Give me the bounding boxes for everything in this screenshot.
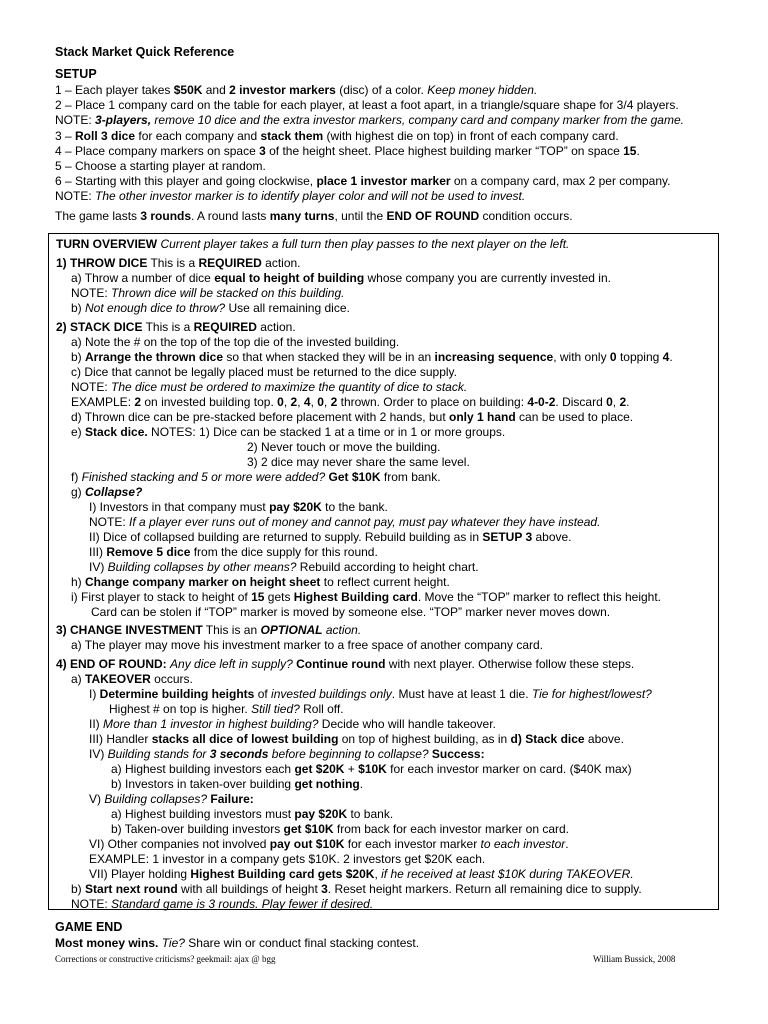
text-run: , until the (334, 209, 387, 223)
text-run: Determine building heights (99, 687, 255, 701)
text-run: 3-players, (95, 113, 152, 128)
text-run: g) (71, 485, 86, 499)
turn-line (71, 350, 673, 365)
setup-line (55, 159, 266, 174)
text-run: 3 (259, 143, 266, 158)
text-run: III) (89, 545, 107, 559)
text-run: and (202, 83, 230, 97)
text-run: Roll 3 dice (75, 128, 136, 143)
footer-author: William Bussick, 2008 (593, 954, 676, 964)
text-run: remove 10 dice and the extra investor markers, company card and company marker from the game. (151, 113, 684, 128)
turn-line (89, 867, 634, 882)
text-run: Remove 5 dice (106, 545, 191, 559)
text-run: This is a (142, 320, 194, 334)
text-run: Failure: (210, 792, 254, 806)
text-run: Stack dice. (85, 425, 148, 439)
text-run: Any dice left in supply? (170, 657, 293, 671)
text-run: 3 seconds (209, 747, 269, 761)
text-run: . (669, 350, 673, 364)
turn-line (56, 657, 634, 672)
game-end-line (55, 936, 419, 951)
text-run: f) (71, 470, 82, 484)
text-run: action. (256, 320, 296, 334)
text-run: 1 – Each player takes (55, 83, 174, 97)
text-run: NOTE: (71, 897, 112, 911)
text-run: Get $10K (328, 470, 381, 484)
text-run: Tie? (161, 936, 185, 950)
text-run: pay out $10K (269, 837, 345, 851)
text-run: Highest # on top is higher. (109, 702, 252, 716)
setup-line (55, 129, 619, 144)
text-run: 4 (662, 350, 670, 364)
turn-line (247, 440, 440, 455)
text-run: a) Highest building investors must (111, 807, 295, 821)
text-run: + (344, 762, 359, 776)
text-run: e) (71, 425, 86, 439)
text-run: b) (71, 882, 86, 896)
text-run: b) Investors in taken-over building (111, 777, 295, 791)
text-run: Building collapses? (104, 792, 208, 806)
text-run: to each investor (480, 837, 566, 851)
turn-line (71, 638, 543, 653)
text-run: VII) Player holding (89, 867, 191, 881)
text-run: Finished stacking and 5 or more were added? (81, 470, 326, 484)
text-run: Change company marker on height sheet (85, 575, 321, 589)
text-run: a) Highest building investors each (111, 762, 295, 776)
text-run: NOTE: (71, 286, 112, 300)
text-run: for each investor marker (344, 837, 481, 851)
turn-line (56, 320, 296, 335)
text-run: stacks all dice of lowest building (151, 732, 339, 746)
turn-line (71, 425, 505, 440)
setup-heading: SETUP (55, 67, 97, 81)
turn-line (71, 286, 344, 301)
text-run: for each investor marker on card. ($40K max) (386, 762, 632, 776)
text-run: IV) (89, 747, 108, 761)
turn-line (56, 256, 301, 271)
text-run: b) (71, 301, 86, 315)
text-run: 0 (609, 350, 617, 364)
turn-overview-box (48, 233, 719, 910)
text-run: can be used to place. (515, 410, 634, 424)
text-run: This is a (147, 256, 199, 270)
text-run: equal to height of building (214, 271, 365, 285)
text-run: NOTE: (71, 380, 112, 394)
text-run: 2) Never touch or move the building. (247, 440, 441, 454)
text-run: Current player takes a full turn then play passes to the next player on the left. (157, 237, 570, 251)
text-run: 5 – Choose a starting player at random. (55, 159, 266, 173)
text-run: many turns (269, 209, 335, 223)
text-run: with next player. Otherwise follow these steps. (385, 657, 635, 671)
text-run: , with only (553, 350, 610, 364)
turn-line (71, 335, 399, 350)
text-run: topping (616, 350, 663, 364)
text-run: 2 (330, 395, 338, 409)
text-run: The dice must be ordered to maximize the quantity of dice to stack. (111, 380, 468, 394)
text-run: a) Throw a number of dice (71, 271, 215, 285)
text-run: action. (322, 623, 362, 637)
text-run: with all buildings of height (177, 882, 322, 896)
text-run: whose company you are currently invested in. (364, 271, 611, 285)
text-run: I) (89, 687, 100, 701)
text-run: only 1 hand (449, 410, 516, 424)
text-run: More than 1 investor in highest building? (103, 717, 319, 731)
text-run: above. (584, 732, 624, 746)
text-run: a) (71, 672, 86, 686)
text-run: I) Investors in that company must (89, 500, 270, 514)
text-run: gets (264, 590, 294, 604)
text-run: Highest Building card gets $20K (190, 867, 375, 881)
turn-line (89, 792, 254, 807)
text-run: , (612, 395, 620, 409)
text-run: Use all remaining dice. (225, 301, 350, 315)
text-run: 0 (317, 395, 324, 409)
text-run: 2) STACK DICE (56, 320, 143, 334)
text-run: . Must have at least 1 die. (391, 687, 532, 701)
text-run: This is an (202, 623, 261, 637)
text-run: . Move the “TOP” marker to reflect this height. (417, 590, 662, 604)
turn-line (71, 271, 611, 286)
turn-line (89, 515, 600, 530)
text-run: NOTE: (89, 515, 130, 529)
text-run: 2 investor markers (229, 83, 336, 97)
text-run: i) First player to stack to height of (71, 590, 252, 604)
turn-line (89, 530, 572, 545)
text-run: VI) Other companies not involved (89, 837, 270, 851)
turn-line (111, 762, 632, 777)
text-run: before beginning to collapse? (268, 747, 429, 761)
turn-line (89, 717, 496, 732)
text-run: SETUP 3 (482, 530, 533, 544)
turn-line (71, 470, 441, 485)
text-run: h) (71, 575, 86, 589)
text-run: Still tied? (251, 702, 300, 716)
text-run: REQUIRED (198, 256, 262, 270)
text-run: NOTES: 1) Dice can be stacked 1 at a time or in 1 or more groups. (147, 425, 506, 439)
text-run: d) Stack dice (510, 732, 585, 746)
text-run: EXAMPLE: (71, 395, 135, 409)
text-run: 2 (290, 395, 298, 409)
turn-line (89, 560, 479, 575)
text-run: Collapse? (85, 485, 143, 499)
text-run: pay $20K (294, 807, 348, 821)
text-run: Rebuild according to height chart. (296, 560, 479, 574)
text-run: Card can be stolen if “TOP” marker is moved by someone else. “TOP” marker never moves down. (91, 605, 611, 619)
text-run: 3) CHANGE INVESTMENT (56, 623, 203, 637)
setup-line (55, 98, 679, 113)
text-run: Most money wins. (55, 936, 159, 950)
text-run: for each company and (135, 128, 261, 143)
turn-line (71, 410, 633, 425)
text-run: of the height sheet. Place highest building marker “TOP” on space (265, 143, 624, 158)
text-run: END OF ROUND (386, 209, 480, 223)
text-run: Continue round (296, 657, 386, 671)
text-run: NOTE: (55, 113, 96, 128)
text-run: pay $20K (269, 500, 322, 514)
text-run: from the dice supply for this round. (190, 545, 378, 559)
text-run: TAKEOVER (85, 672, 151, 686)
setup-line (55, 174, 670, 189)
turn-line (89, 732, 624, 747)
turn-line (71, 380, 467, 395)
turn-line (89, 747, 485, 762)
text-run: 6 – Starting with this player and going clockwise, (55, 174, 317, 189)
text-run: occurs. (150, 672, 193, 686)
text-run: if he received at least $10K during TAKEOVER. (381, 867, 634, 881)
text-run: Arrange the thrown dice (85, 350, 224, 364)
text-run: NOTE: (55, 189, 96, 204)
text-run: 3 rounds (140, 209, 192, 223)
text-run: . A round lasts (191, 209, 270, 223)
turn-line (89, 852, 485, 867)
text-run: action. (261, 256, 301, 270)
game-length-line (55, 209, 573, 224)
text-run: a) Note the # on the top of the top die of the invested building. (71, 335, 400, 349)
text-run: c) Dice that cannot be legally placed must be returned to the dice supply. (71, 365, 457, 379)
text-run: If a player ever runs out of money and cannot pay, must pay whatever they have instead. (129, 515, 601, 529)
turn-line (111, 807, 393, 822)
text-run: . (636, 143, 640, 158)
text-run: 0 (606, 395, 613, 409)
turn-line (56, 623, 361, 638)
game-end-heading: GAME END (55, 920, 123, 934)
text-run: , (310, 395, 318, 409)
text-run: from back for each investor marker on card. (333, 822, 570, 836)
text-run: 4 (303, 395, 311, 409)
text-run: Highest Building card (293, 590, 418, 604)
text-run: TURN OVERVIEW (56, 237, 158, 251)
turn-line (247, 455, 470, 470)
text-run: OPTIONAL (260, 623, 323, 637)
text-run: 3 – (55, 128, 76, 143)
text-run: 15 (251, 590, 265, 604)
text-run: on a company card, max 2 per company. (450, 174, 671, 189)
text-run: EXAMPLE: 1 investor in a company gets $10K. 2 investors get $20K each. (89, 852, 486, 866)
turn-line (71, 301, 350, 316)
text-run: to bank. (347, 807, 394, 821)
text-run: Standard game is 3 rounds. Play fewer if desired. (111, 897, 374, 911)
text-run: II) (89, 717, 103, 731)
text-run: from bank. (380, 470, 441, 484)
page-title: Stack Market Quick Reference (55, 45, 235, 59)
setup-line (55, 189, 525, 204)
setup-line (55, 83, 537, 98)
text-run: Success: (431, 747, 485, 761)
text-run: Thrown dice will be stacked on this building. (111, 286, 345, 300)
text-run: . Reset height markers. Return all remaining dice to supply. (327, 882, 642, 896)
text-run: REQUIRED (193, 320, 257, 334)
text-run: Decide who will handle takeover. (318, 717, 496, 731)
text-run: condition occurs. (479, 209, 573, 223)
text-run: 2 – Place 1 company card on the table for each player, at least a foot apart, in a triangle/square shape for 3/4 players. (55, 98, 679, 113)
text-run: stack them (260, 128, 324, 143)
text-run: on invested building top. (141, 395, 278, 409)
text-run: to reflect current height. (320, 575, 450, 589)
text-run: The other investor marker is to identify player color and will not be used to invest. (95, 189, 526, 204)
setup-line (55, 144, 640, 159)
text-run: The game lasts (55, 209, 141, 223)
text-run: , (297, 395, 304, 409)
turn-line (89, 500, 388, 515)
text-run: . (359, 777, 364, 791)
text-run: 15 (623, 143, 637, 158)
text-run: a) The player may move his investment marker to a free space of another company card. (71, 638, 543, 652)
text-run: . Discard (555, 395, 607, 409)
turn-line (56, 237, 569, 252)
turn-line (91, 605, 610, 620)
turn-line (71, 575, 450, 590)
text-run: 4-0-2 (527, 395, 556, 409)
text-run: , (374, 867, 382, 881)
text-run: get nothing (294, 777, 360, 791)
text-run: 3) 2 dice may never share the same level. (247, 455, 470, 469)
turn-line (71, 590, 661, 605)
text-run: d) Thrown dice can be pre-stacked before placement with 2 hands, but (71, 410, 449, 424)
text-run: , (323, 395, 331, 409)
text-run: Start next round (85, 882, 178, 896)
turn-line (71, 672, 193, 687)
turn-line (71, 365, 457, 380)
text-run: 1) THROW DICE (56, 256, 148, 270)
text-run: (disc) of a color. (335, 83, 428, 97)
text-run: , (283, 395, 291, 409)
text-run: thrown. Order to place on building: (337, 395, 528, 409)
setup-line (55, 113, 684, 128)
text-run: 3 (321, 882, 328, 896)
turn-line (111, 777, 363, 792)
turn-line (71, 897, 373, 912)
text-run: above. (532, 530, 572, 544)
text-run: Roll off. (299, 702, 344, 716)
footer-contact: Corrections or constructive criticisms? geekmail: ajax @ bgg (55, 954, 276, 964)
text-run: of (254, 687, 272, 701)
text-run: 2 (134, 395, 142, 409)
turn-line (71, 395, 629, 410)
text-run: 2 (619, 395, 627, 409)
text-run: place 1 investor marker (316, 174, 451, 189)
turn-line (89, 545, 378, 560)
text-run: on top of highest building, as in (338, 732, 511, 746)
turn-line (111, 822, 569, 837)
text-run: get $20K (294, 762, 345, 776)
text-run: Building collapses by other means? (107, 560, 297, 574)
text-run: 4) END OF ROUND: (56, 657, 167, 671)
text-run: $50K (173, 83, 203, 97)
turn-line (89, 837, 569, 852)
text-run: V) (89, 792, 105, 806)
text-run: IV) (89, 560, 108, 574)
turn-line (89, 687, 652, 702)
text-run: to the bank. (321, 500, 388, 514)
text-run: so that when stacked they will be in an (223, 350, 435, 364)
turn-line (109, 702, 344, 717)
text-run: Building stands for (107, 747, 210, 761)
turn-line (71, 485, 142, 500)
text-run: b) Taken-over building investors (111, 822, 284, 836)
text-run: b) (71, 350, 86, 364)
text-run: Tie for highest/lowest? (531, 687, 652, 701)
text-run: . (565, 837, 569, 851)
text-run: III) Handler (89, 732, 152, 746)
turn-line (71, 882, 642, 897)
text-run: Share win or conduct final stacking contest. (184, 936, 420, 950)
text-run: 0 (277, 395, 284, 409)
text-run: get $10K (283, 822, 334, 836)
text-run: increasing sequence (434, 350, 554, 364)
text-run: invested buildings only (271, 687, 392, 701)
text-run: Keep money hidden. (427, 83, 538, 97)
text-run: Not enough dice to throw? (85, 301, 226, 315)
text-run: . (626, 395, 630, 409)
text-run: $10K (358, 762, 387, 776)
text-run: (with highest die on top) in front of each company card. (323, 128, 619, 143)
text-run: II) Dice of collapsed building are returned to supply. Rebuild building as in (89, 530, 483, 544)
text-run: 4 – Place company markers on space (55, 143, 260, 158)
